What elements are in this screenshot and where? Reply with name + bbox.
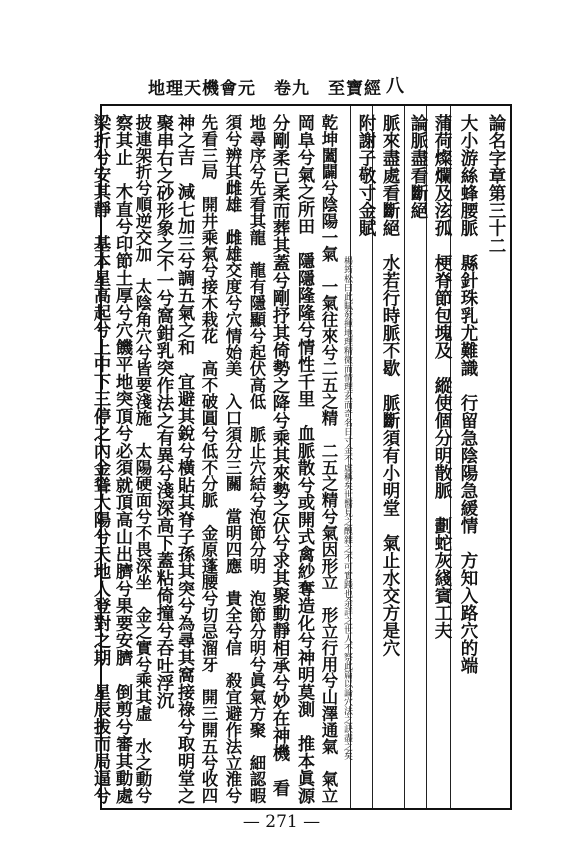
text-column: 神之吉 減七加三兮調五氣之和 宜避其銳兮橫貼其脊子孫其突兮為尋其窩接祿兮取明堂之 bbox=[174, 114, 194, 804]
annotation-column: 楊筠松曰此賦發揮地理精微而情理玄而奇名日寸金不虛稱矣世醫見之醜雜之不可實踐也余詳之世人不察此篇以論穴法之訣盡之矣 bbox=[342, 256, 352, 760]
text-frame bbox=[90, 104, 512, 810]
column-rule bbox=[404, 106, 405, 808]
text-column: 地尋序兮先看其龍 龍有隱顯兮起伏高低 脈止穴結兮泡節分明 泡節分明兮眞氣方聚 細認暇 bbox=[247, 114, 266, 804]
running-header bbox=[0, 70, 563, 104]
text-column: 察其止 木直兮印節土厚兮穴饑平地突頂兮必須就頂高山出臍兮果要安臍 倒剪兮審其動處 bbox=[112, 114, 132, 804]
text-column: 聚串右之砂形象之不一兮窩鉗乳突作法之有異兮淺深高下蓋粘倚撞兮吞吐浮沉 bbox=[154, 114, 174, 709]
section-heading: 論脈盡看斷絕 bbox=[408, 114, 428, 219]
chapter-heading: 論名字章第三十二 bbox=[486, 114, 506, 254]
text-column: 乾坤闔闢兮陰陽一氣 一氣往來兮二五之精 二五之精兮氣因形立 形立行用兮山澤通氣 氣立 bbox=[319, 114, 338, 804]
text-column: 須兮辨其雌雄 雌雄交度兮穴情始美 入口須分三關 當明四應 貴全兮信 殺宜避作法立淮兮 bbox=[223, 114, 242, 804]
page-number-footer: — 271 — bbox=[242, 812, 321, 832]
section-heading: 附謝子敬寸金賦 bbox=[356, 114, 376, 237]
header-title: 地理天機會元 卷九 至寶經 bbox=[148, 79, 382, 99]
text-column: 先看三局 開井乘氣兮接木栽花 高不破圓兮低不分脈 金原蓬腰兮切忌溜牙 開三開五兮收四 bbox=[199, 114, 218, 804]
text-column: 披連架折兮順逆交加 太陰角穴兮皆要淺施 太陽硬面兮不畏深坐 金之實兮乘其虛 水之動兮 bbox=[133, 114, 152, 804]
text-column: 梁折兮安其靜 基本星高起兮上中下三停之內金聳大陽兮天地人登對之期 星辰拔而局逼兮 bbox=[90, 114, 110, 804]
text-column: 分剛柔已柔而葬其蓋兮剛抒其倚勢之降兮乘其來勢之伏兮求其聚動靜相承兮妙在神機 看 bbox=[270, 114, 290, 797]
text-column: 岡阜兮氣之所田 隱隱隆隆兮情性千里 血脈散兮或開式禽紗奪造化兮神明莫測 推本眞源 bbox=[294, 114, 314, 804]
header-chinese-page-number: 八 bbox=[386, 76, 404, 97]
verse-column: 脈來盡處看斷絕 水若行時脈不歇 脈斷須有小明堂 氣止水交方是穴 bbox=[380, 114, 400, 657]
verse-column: 蒲荷燦爛及泫孤 梗脊節包塊及 縱使個分明散脈 劃蛇灰綫賓工夫 bbox=[432, 114, 452, 639]
verse-column: 大小游絲蜂腰脈 縣針珠乳尤難識 行留急陰陽急緩情 方知入路穴的端 bbox=[458, 114, 478, 674]
